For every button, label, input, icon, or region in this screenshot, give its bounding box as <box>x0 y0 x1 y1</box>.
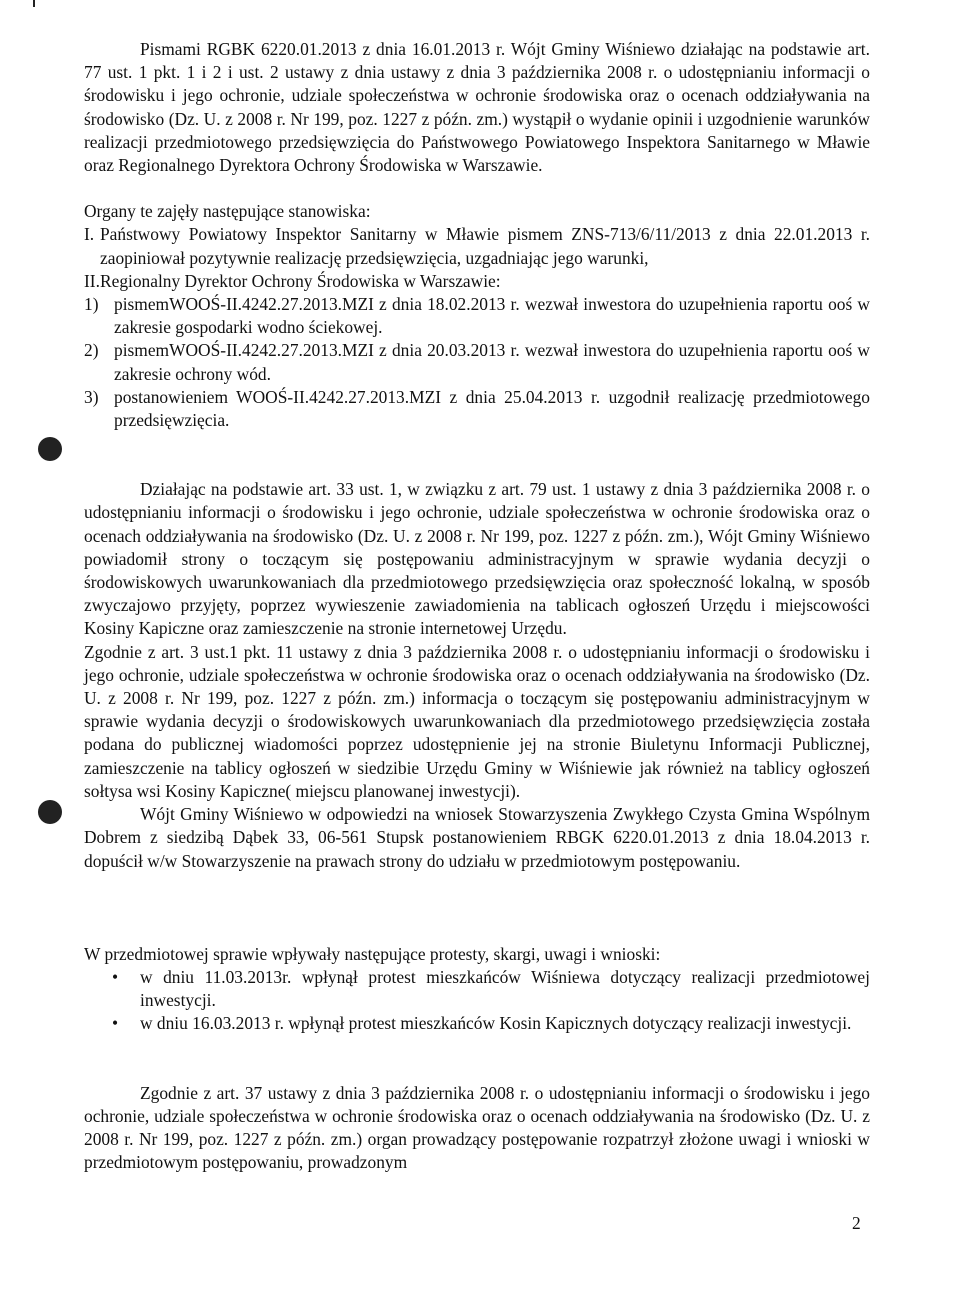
page-number: 2 <box>852 1213 861 1233</box>
paragraph-notification: Działając na podstawie art. 33 ust. 1, w związku z art. 79 ust. 1 ustawy z dnia 3 października 2008 r. o udostępnianiu informacji o środowisku i jego ochronie, udziale społeczeństwa w ochronie środowiska oraz o ocenach oddziaływania na środowisko (Dz. U. z 2008 r. Nr 199, poz. 1227 z późn. zm.), Wójt Gminy Wiśniewo powiadomił strony o toczącym się postępowaniu administracyjnym w sprawie wydania decyzji o środowiskowych uwarunkowaniach dla przedmiotowego przedsięwzięcia oraz społeczność lokalną, w sposób zwyczajowo przyjęty, poprzez wywieszenie zawiadomienia na tablicach ogłoszeń Urzędu i miejscowości Kosiny Kapiczne oraz zamieszczenie na stronie internetowej Urzędu. <box>84 479 870 639</box>
paragraph-opinions-request: Pismami RGBK 6220.01.2013 z dnia 16.01.2013 r. Wójt Gminy Wiśniewo działając na podstawie art. 77 ust. 1 pkt. 1 i 2 i ust. 2 ustawy z dnia ustawy z dnia 3 października 2008 r. o udostępnianiu informacji o środowisku i jego ochronie, udziale społeczeństwa w ochronie środowiska oraz o ocenach oddziaływania na środowisko (Dz. U. z 2008 r. Nr 199, poz. 1227 z późn. zm.) wystąpił o wydanie opinii i uzgodnienie warunków realizacji przedmiotowego przedsięwzięcia do Państwowego Powiatowego Inspektora Sanitarnego w Mławie oraz Regionalnego Dyrektora Ochrony Środowiska w Warszawie. <box>84 39 870 176</box>
scan-edge-mark <box>33 0 35 7</box>
sub-item-marker: 3) <box>84 386 99 407</box>
sub-item-3 <box>84 386 870 432</box>
bullet-icon: • <box>112 1013 119 1034</box>
organ-item-text: Regionalny Dyrektor Ochrony Środowiska w Warszawie: <box>100 270 501 291</box>
protests-list <box>84 966 870 1036</box>
organ-item-2 <box>84 270 870 293</box>
paragraph-association-admission: Wójt Gminy Wiśniewo w odpowiedzi na wniosek Stowarzyszenia Zwykłego Czysta Gmina Wspólnym Dobrem z siedzibą Dąbek 33, 06-561 Stupsk postanowieniem RBGK 6220.01.2013 z dnia 18.04.2013 r. dopuścił w/w Stowarzyszenie na prawach strony do udziału w przedmiotowym postępowaniu. <box>84 804 870 871</box>
organ-item-marker: I. <box>84 224 95 245</box>
sub-item-2 <box>84 339 870 385</box>
sub-item-text: pismemWOOŚ-II.4242.27.2013.MZI z dnia 20.03.2013 r. wezwał inwestora do uzupełnienia raportu ooś w zakresie ochrony wód. <box>114 340 870 384</box>
protest-text: w dniu 16.03.2013 r. wpłynął protest mieszkańców Kosin Kapicznych dotyczący realizacji inwestycji. <box>140 1013 852 1034</box>
protest-list-item <box>84 1012 870 1035</box>
punch-hole-icon <box>38 800 62 824</box>
organ-item-text: Państwowy Powiatowy Inspektor Sanitarny w Mławie pismem ZNS-713/6/11/2013 z dnia 22.01.2013 r. zaopiniował pozytywnie realizację przedsięwzięcia, uzgadniając jego warunki, <box>100 224 870 268</box>
sub-item-text: pismemWOOŚ-II.4242.27.2013.MZI z dnia 18.02.2013 r. wezwał inwestora do uzupełnienia raportu ooś w zakresie gospodarki wodno ściekowej. <box>114 294 870 338</box>
paragraph-public-information: Zgodnie z art. 3 ust.1 pkt. 11 ustawy z dnia 3 października 2008 r. o udostępnianiu informacji o środowisku i jego ochronie, udziale społeczeństwa w ochronie środowiska oraz o ocenach oddziaływania na środowisko (Dz. U. z 2008 r. Nr 199, poz. 1227 z późn. zm.) informacja o toczącym się postępowaniu administracyjnym w sprawie wydania decyzji o środowiskowych uwarunkowaniach dla przedmiotowego przedsięwzięcia została podana do publicznej wiadomości poprzez udostępnienie jej na stronie Biuletynu Informacji Publicznej, zamieszczenie na tablicy ogłoszeń w siedzibie Urzędu Gminy w Wiśniewie jak również na tablicy ogłoszeń sołtysa wsi Kosiny Kapiczne( miejscu planowanej inwestycji). <box>84 641 870 801</box>
protest-text: w dniu 11.03.2013r. wpłynął protest mieszkańców Wiśniewa dotyczący realizacji przedmiotowej inwestycji. <box>140 966 870 1011</box>
sub-item-marker: 2) <box>84 340 99 361</box>
sub-item-text: postanowieniem WOOŚ-II.4242.27.2013.MZI z dnia 25.04.2013 r. uzgodnił realizację przedmiotowego przedsięwzięcia. <box>114 386 870 431</box>
organs-heading: Organy te zajęły następujące stanowiska: <box>84 201 371 222</box>
punch-hole-icon <box>38 437 62 461</box>
paragraph-consideration: Zgodnie z art. 37 ustawy z dnia 3 października 2008 r. o udostępnianiu informacji o środowisku i jego ochronie, udziale społeczeństwa w ochronie środowiska oraz o ocenach oddziaływania na środowisko (Dz. U. z 2008 r. Nr 199, poz. 1227 z późn. zm.) organ prowadzący postępowanie rozpatrzył złożone uwagi i wnioski w przedmiotowym postępowaniu, prowadzonym <box>84 1082 870 1173</box>
organ-item-1 <box>84 223 870 269</box>
document-body <box>84 38 870 1174</box>
organ-item-marker: II. <box>84 270 100 291</box>
protest-list-item <box>84 966 870 1012</box>
protests-heading: W przedmiotowej sprawie wpływały następujące protesty, skargi, uwagi i wnioski: <box>84 943 661 964</box>
sub-item-1 <box>84 293 870 339</box>
sub-item-marker: 1) <box>84 294 99 315</box>
bullet-icon: • <box>112 966 119 987</box>
